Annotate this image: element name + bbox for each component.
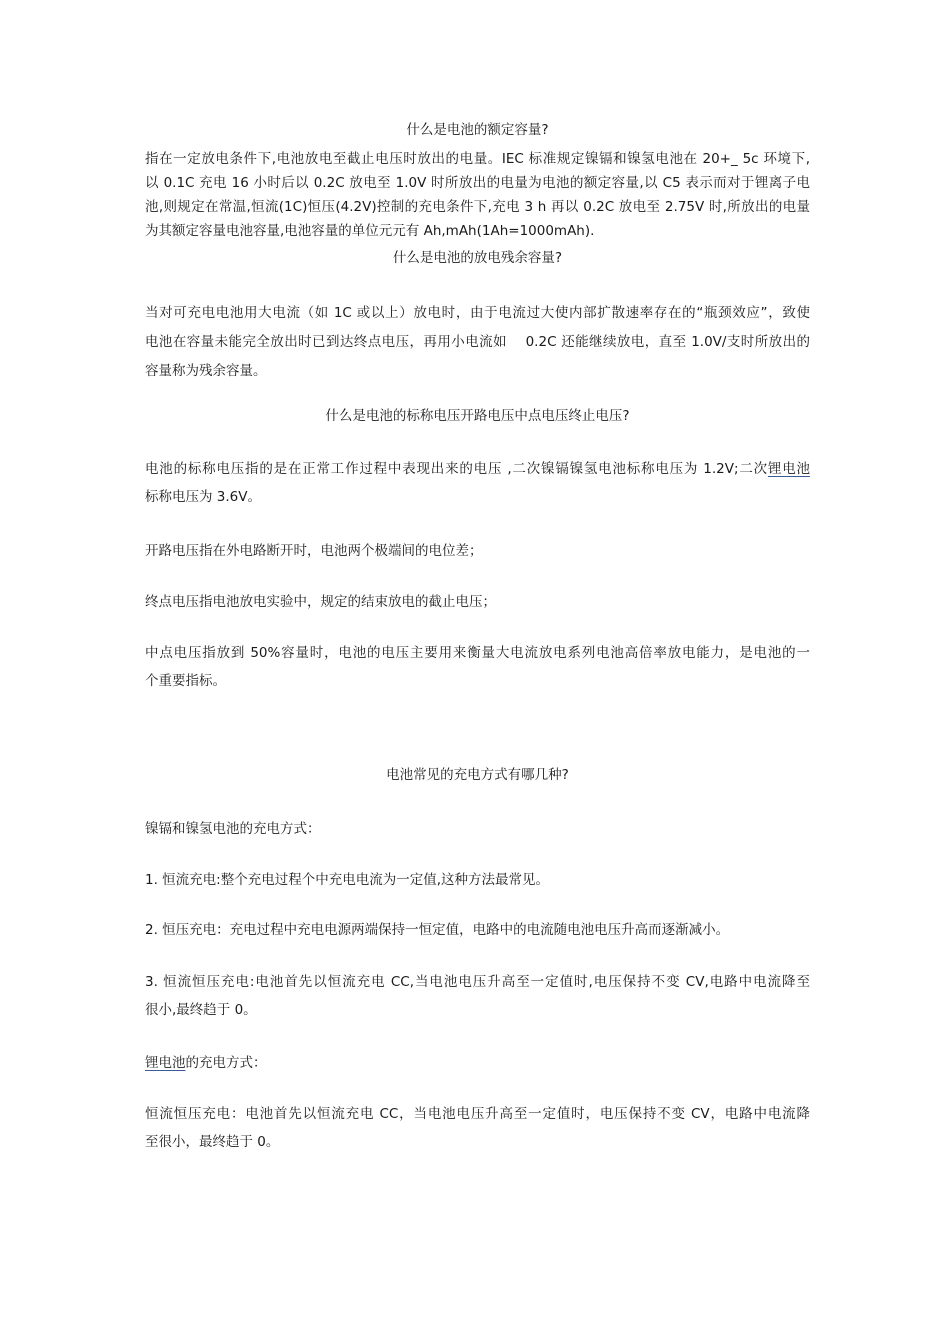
- paragraph-nicd-intro: 镍镉和镍氢电池的充电方式：: [145, 821, 321, 837]
- paragraph-line: 为其额定容量电池容量,电池容量的单位元元有 Ah,mAh(1Ah=1000mAh).: [145, 223, 595, 239]
- list-item: 很小,最终趋于 0。: [145, 1002, 257, 1018]
- list-item: 3. 恒流恒压充电:电池首先以恒流充电 CC,当电池电压升高至一定值时,电压保持不变 CV,电路中电流降至: [145, 974, 810, 990]
- paragraph-line: 容量称为残余容量。: [145, 363, 267, 379]
- paragraph-line: 至很小，最终趋于 0。: [145, 1134, 280, 1150]
- lithium-charging-label: 的充电方式：: [185, 1055, 267, 1071]
- paragraph-line: 池,则规定在常温,恒流(1C)恒压(4.2V)控制的充电条件下,充电 3 h 再以 0.2C 放电至 2.75V 时,所放出的电量: [145, 199, 810, 215]
- paragraph-line: 中点电压指放到 50%容量时，电池的电压主要用来衡量大电流放电系列电池高倍率放电能力，是电池的一: [145, 645, 810, 661]
- paragraph-line: [145, 459, 810, 479]
- paragraph-lithium-intro: [145, 1053, 810, 1073]
- paragraph-line: 个重要指标。: [145, 673, 226, 689]
- lithium-battery-link[interactable]: 锂电池: [145, 1055, 186, 1071]
- paragraph-line: 指在一定放电条件下,电池放电至截止电压时放出的电量。IEC 标准规定镍镉和镍氢电池在 20+_ 5c 环境下,: [145, 151, 810, 167]
- heading-residual-capacity: 什么是电池的放电残余容量?: [392, 250, 563, 266]
- paragraph-line: 标称电压为 3.6V。: [145, 489, 261, 505]
- lithium-battery-link[interactable]: 锂电池: [767, 461, 810, 477]
- paragraph-end-voltage: 终点电压指电池放电实验中，规定的结束放电的截止电压；: [145, 594, 496, 610]
- list-item: 1. 恒流充电:整个充电过程个中充电电流为一定值,这种方法最常见。: [145, 872, 550, 888]
- heading-voltages: 什么是电池的标称电压开路电压中点电压终止电压?: [325, 408, 630, 424]
- paragraph-line: 当对可充电电池用大电流（如 1C 或以上）放电时，由于电流过大使内部扩散速率存在的“瓶颈效应”，致使: [145, 305, 810, 321]
- paragraph-line: 电池在容量未能完全放出时已到达终点电压，再用小电流如 0.2C 还能继续放电，直至 1.0V/支时所放出的: [145, 334, 810, 350]
- nominal-voltage-text: 电池的标称电压指的是在正常工作过程中表现出来的电压 ,二次镍镉镍氢电池标称电压为 1.2V;二次: [145, 461, 768, 477]
- heading-rated-capacity: 什么是电池的额定容量?: [406, 122, 549, 138]
- list-item: 2. 恒压充电：充电过程中充电电源两端保持一恒定值，电路中的电流随电池电压升高而逐渐减小。: [145, 922, 730, 938]
- paragraph-line: 以 0.1C 充电 16 小时后以 0.2C 放电至 1.0V 时所放出的电量为电池的额定容量,以 C5 表示而对于锂离子电: [145, 175, 810, 191]
- paragraph-open-circuit: 开路电压指在外电路断开时，电池两个极端间的电位差；: [145, 543, 483, 559]
- heading-charging-methods: 电池常见的充电方式有哪几种?: [386, 767, 569, 783]
- paragraph-line: 恒流恒压充电：电池首先以恒流充电 CC，当电池电压升高至一定值时，电压保持不变 CV，电路中电流降: [145, 1106, 810, 1122]
